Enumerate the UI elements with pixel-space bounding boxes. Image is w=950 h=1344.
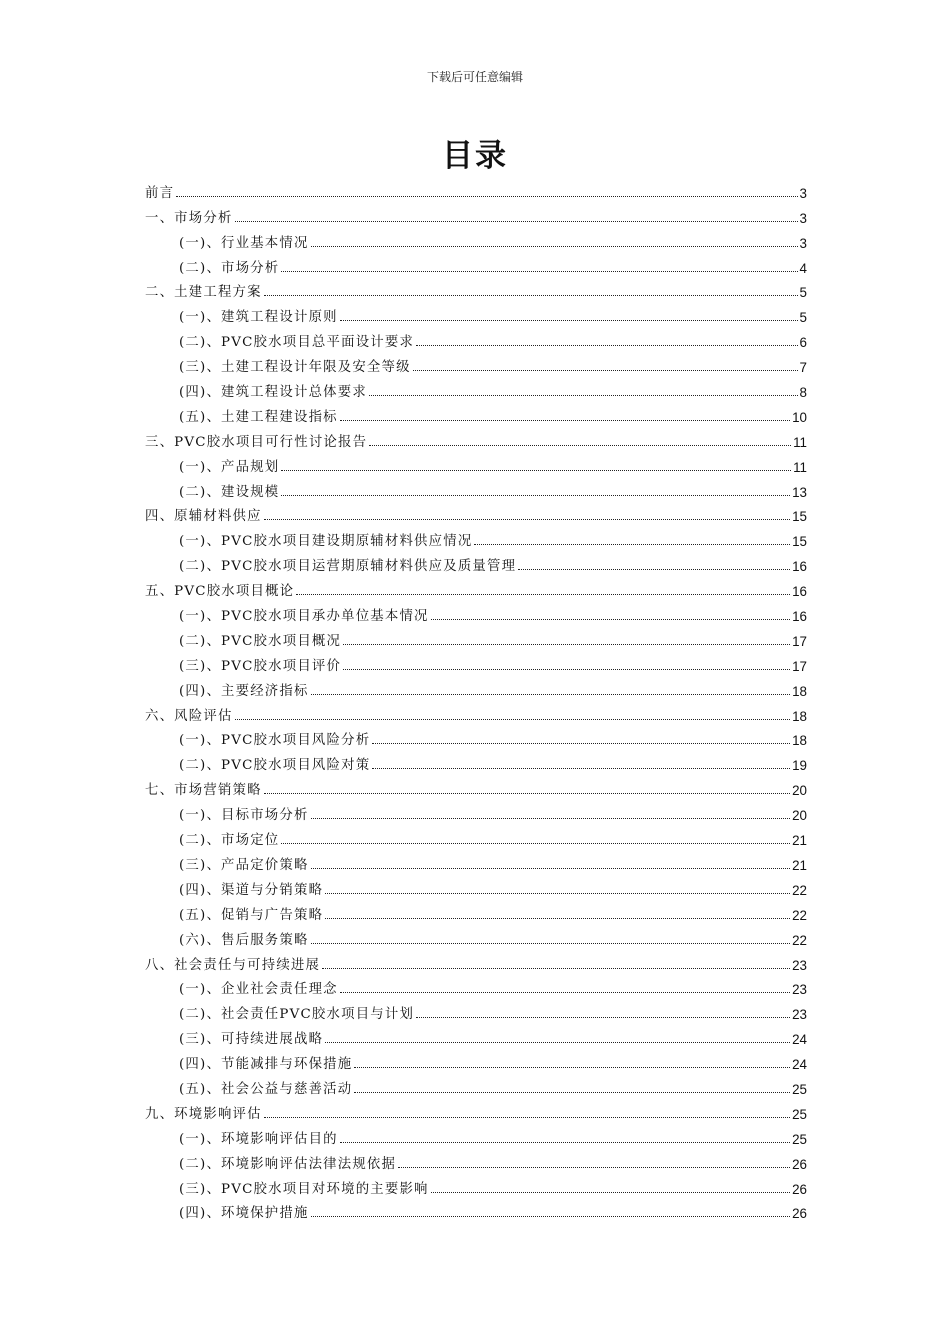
toc-entry[interactable] xyxy=(145,475,807,500)
toc-entry-title: (四)、环境保护措施 xyxy=(179,1206,309,1222)
toc-entry-page-number: 6 xyxy=(799,335,807,351)
toc-entry-page-number: 22 xyxy=(792,932,807,948)
toc-entry-page-number: 15 xyxy=(792,509,807,525)
toc-entry-page-number: 25 xyxy=(792,1131,807,1147)
toc-entry[interactable] xyxy=(145,724,807,749)
page-title: 目录 xyxy=(442,138,508,174)
toc-entry[interactable] xyxy=(145,1197,807,1222)
toc-leader-dots xyxy=(311,943,791,944)
toc-entry-page-number: 26 xyxy=(792,1181,807,1197)
toc-entry-title: 八、社会责任与可持续进展 xyxy=(145,957,321,973)
toc-entry[interactable] xyxy=(145,898,807,923)
toc-entry-title: (一)、环境影响评估目的 xyxy=(179,1131,338,1147)
toc-entry-page-number: 18 xyxy=(792,708,807,724)
toc-entry-title: (四)、节能减排与环保措施 xyxy=(179,1057,353,1073)
toc-entry-page-number: 8 xyxy=(799,385,807,401)
toc-entry-title: (二)、市场定位 xyxy=(179,833,280,849)
toc-leader-dots xyxy=(281,271,797,272)
toc-entry-title: (三)、PVC胶水项目评价 xyxy=(179,658,342,674)
toc-entry-page-number: 16 xyxy=(792,559,807,575)
toc-entry-title: 七、市场营销策略 xyxy=(145,783,262,799)
toc-leader-dots xyxy=(518,569,790,570)
toc-entry[interactable] xyxy=(145,300,807,325)
toc-entry-title: 一、市场分析 xyxy=(145,210,233,226)
toc-entry[interactable] xyxy=(145,948,807,973)
toc-entry-page-number: 23 xyxy=(792,1007,807,1023)
toc-entry-page-number: 19 xyxy=(792,758,807,774)
toc-entry-page-number: 22 xyxy=(792,882,807,898)
toc-entry-title: (五)、促销与广告策略 xyxy=(179,907,324,923)
toc-entry-page-number: 23 xyxy=(792,957,807,973)
toc-entry-page-number: 23 xyxy=(792,982,807,998)
toc-entry-title: 五、PVC胶水项目概论 xyxy=(145,584,295,600)
toc-entry-page-number: 13 xyxy=(792,484,807,500)
toc-entry[interactable] xyxy=(145,649,807,674)
page-header-note: 下载后可任意编辑 xyxy=(426,70,523,84)
toc-entry-title: (二)、PVC胶水项目风险对策 xyxy=(179,758,371,774)
toc-entry[interactable] xyxy=(145,748,807,773)
toc-entry-page-number: 22 xyxy=(792,907,807,923)
toc-leader-dots xyxy=(325,918,790,919)
toc-entry-page-number: 24 xyxy=(792,1057,807,1073)
table-of-contents xyxy=(145,176,807,1221)
toc-entry[interactable] xyxy=(145,375,807,400)
toc-leader-dots xyxy=(369,395,798,396)
toc-entry-page-number: 3 xyxy=(799,235,807,251)
toc-leader-dots xyxy=(235,221,798,222)
toc-entry-title: (一)、目标市场分析 xyxy=(179,808,309,824)
toc-entry[interactable] xyxy=(145,699,807,724)
toc-entry[interactable] xyxy=(145,1147,807,1172)
toc-entry-page-number: 3 xyxy=(799,210,807,226)
toc-entry[interactable] xyxy=(145,823,807,848)
toc-leader-dots xyxy=(372,743,790,744)
toc-entry-title: 九、环境影响评估 xyxy=(145,1106,262,1122)
toc-leader-dots xyxy=(264,295,798,296)
toc-entry-page-number: 16 xyxy=(792,609,807,625)
toc-leader-dots xyxy=(296,594,790,595)
toc-entry-page-number: 3 xyxy=(799,185,807,201)
toc-entry[interactable] xyxy=(145,500,807,525)
toc-entry[interactable] xyxy=(145,798,807,823)
toc-entry-title: (二)、建设规模 xyxy=(179,484,280,500)
toc-entry-page-number: 26 xyxy=(792,1156,807,1172)
toc-entry[interactable] xyxy=(145,400,807,425)
toc-entry-title: (一)、PVC胶水项目风险分析 xyxy=(179,733,371,749)
toc-leader-dots xyxy=(413,370,798,371)
toc-entry-title: (一)、产品规划 xyxy=(179,459,280,475)
toc-entry[interactable] xyxy=(145,1022,807,1047)
toc-leader-dots xyxy=(325,893,790,894)
toc-entry[interactable] xyxy=(145,176,807,201)
toc-leader-dots xyxy=(340,420,790,421)
toc-entry[interactable] xyxy=(145,848,807,873)
toc-entry-page-number: 21 xyxy=(792,857,807,873)
toc-leader-dots xyxy=(416,1017,790,1018)
toc-entry[interactable] xyxy=(145,1072,807,1097)
toc-entry-page-number: 4 xyxy=(799,260,807,276)
toc-entry-page-number: 5 xyxy=(799,285,807,301)
toc-entry[interactable] xyxy=(145,201,807,226)
toc-entry-page-number: 25 xyxy=(792,1081,807,1097)
toc-entry-page-number: 18 xyxy=(792,683,807,699)
toc-entry[interactable] xyxy=(145,325,807,350)
toc-entry-page-number: 16 xyxy=(792,584,807,600)
toc-entry[interactable] xyxy=(145,973,807,998)
toc-leader-dots xyxy=(264,519,790,520)
toc-leader-dots xyxy=(311,818,791,819)
toc-entry-page-number: 10 xyxy=(792,409,807,425)
toc-entry-page-number: 17 xyxy=(792,658,807,674)
toc-entry-page-number: 5 xyxy=(799,310,807,326)
toc-entry-title: (二)、PVC胶水项目运营期原辅材料供应及质量管理 xyxy=(179,559,517,575)
toc-leader-dots xyxy=(340,1142,790,1143)
toc-entry-page-number: 15 xyxy=(792,534,807,550)
toc-leader-dots xyxy=(474,544,790,545)
toc-entry[interactable] xyxy=(145,923,807,948)
toc-entry[interactable] xyxy=(145,1122,807,1147)
toc-entry-title: (三)、土建工程设计年限及安全等级 xyxy=(179,360,411,376)
toc-entry-title: (四)、渠道与分销策略 xyxy=(179,882,324,898)
toc-entry[interactable] xyxy=(145,773,807,798)
toc-leader-dots xyxy=(264,793,790,794)
toc-entry[interactable] xyxy=(145,350,807,375)
toc-leader-dots xyxy=(235,719,791,720)
toc-entry-page-number: 20 xyxy=(792,783,807,799)
toc-entry-page-number: 7 xyxy=(799,360,807,376)
toc-entry-page-number: 20 xyxy=(792,808,807,824)
toc-leader-dots xyxy=(311,694,791,695)
toc-leader-dots xyxy=(354,1067,790,1068)
toc-entry[interactable] xyxy=(145,226,807,251)
toc-entry[interactable] xyxy=(145,549,807,574)
toc-entry[interactable] xyxy=(145,624,807,649)
toc-entry-title: (一)、企业社会责任理念 xyxy=(179,982,338,998)
toc-leader-dots xyxy=(311,1216,791,1217)
toc-entry[interactable] xyxy=(145,251,807,276)
toc-entry-title: (四)、建筑工程设计总体要求 xyxy=(179,385,367,401)
toc-leader-dots xyxy=(431,619,790,620)
toc-leader-dots xyxy=(322,968,790,969)
toc-entry-title: (二)、社会责任PVC胶水项目与计划 xyxy=(179,1007,415,1023)
toc-leader-dots xyxy=(264,1117,790,1118)
toc-entry-title: (五)、社会公益与慈善活动 xyxy=(179,1081,353,1097)
toc-leader-dots xyxy=(372,768,790,769)
toc-entry-title: 前言 xyxy=(145,185,175,201)
toc-leader-dots xyxy=(343,644,790,645)
toc-entry-title: (六)、售后服务策略 xyxy=(179,932,309,948)
toc-entry-title: (二)、PVC胶水项目总平面设计要求 xyxy=(179,335,415,351)
toc-entry-title: 三、PVC胶水项目可行性讨论报告 xyxy=(145,434,368,450)
toc-leader-dots xyxy=(281,843,790,844)
toc-entry-title: (三)、PVC胶水项目对环境的主要影响 xyxy=(179,1181,429,1197)
toc-entry-page-number: 26 xyxy=(792,1206,807,1222)
toc-entry-title: (一)、PVC胶水项目建设期原辅材料供应情况 xyxy=(179,534,473,550)
toc-entry-title: (二)、PVC胶水项目概况 xyxy=(179,633,342,649)
toc-leader-dots xyxy=(354,1092,790,1093)
toc-entry[interactable] xyxy=(145,425,807,450)
toc-entry-title: 六、风险评估 xyxy=(145,708,233,724)
toc-entry[interactable] xyxy=(145,873,807,898)
toc-entry[interactable] xyxy=(145,1097,807,1122)
toc-entry-page-number: 25 xyxy=(792,1106,807,1122)
toc-entry[interactable] xyxy=(145,997,807,1022)
toc-leader-dots xyxy=(340,992,790,993)
toc-entry[interactable] xyxy=(145,1047,807,1072)
toc-entry[interactable] xyxy=(145,674,807,699)
toc-entry-title: (四)、主要经济指标 xyxy=(179,683,309,699)
toc-leader-dots xyxy=(281,495,790,496)
toc-entry-title: (三)、产品定价策略 xyxy=(179,857,309,873)
toc-entry-title: (二)、环境影响评估法律法规依据 xyxy=(179,1156,397,1172)
toc-entry-title: 二、土建工程方案 xyxy=(145,285,262,301)
toc-leader-dots xyxy=(311,868,791,869)
toc-entry-title: (三)、可持续进展战略 xyxy=(179,1032,324,1048)
toc-entry[interactable] xyxy=(145,450,807,475)
toc-leader-dots xyxy=(416,345,797,346)
toc-entry-title: (二)、市场分析 xyxy=(179,260,280,276)
toc-entry-page-number: 11 xyxy=(793,459,807,475)
toc-entry[interactable] xyxy=(145,524,807,549)
toc-entry-page-number: 18 xyxy=(792,733,807,749)
toc-entry-title: (一)、建筑工程设计原则 xyxy=(179,310,338,326)
toc-leader-dots xyxy=(340,320,798,321)
toc-entry-page-number: 17 xyxy=(792,633,807,649)
toc-entry-page-number: 21 xyxy=(792,833,807,849)
toc-entry-title: (一)、行业基本情况 xyxy=(179,235,309,251)
toc-leader-dots xyxy=(398,1167,790,1168)
toc-entry-title: 四、原辅材料供应 xyxy=(145,509,262,525)
toc-entry[interactable] xyxy=(145,574,807,599)
toc-leader-dots xyxy=(311,246,798,247)
toc-leader-dots xyxy=(176,196,797,197)
toc-entry-page-number: 11 xyxy=(793,434,807,450)
toc-leader-dots xyxy=(343,669,790,670)
toc-leader-dots xyxy=(325,1042,790,1043)
toc-leader-dots xyxy=(281,470,791,471)
toc-leader-dots xyxy=(369,445,791,446)
toc-entry-page-number: 24 xyxy=(792,1032,807,1048)
toc-entry-title: (一)、PVC胶水项目承办单位基本情况 xyxy=(179,609,429,625)
toc-leader-dots xyxy=(431,1192,790,1193)
toc-entry[interactable] xyxy=(145,276,807,301)
toc-entry-title: (五)、土建工程建设指标 xyxy=(179,409,338,425)
toc-entry[interactable] xyxy=(145,1172,807,1197)
toc-entry[interactable] xyxy=(145,599,807,624)
